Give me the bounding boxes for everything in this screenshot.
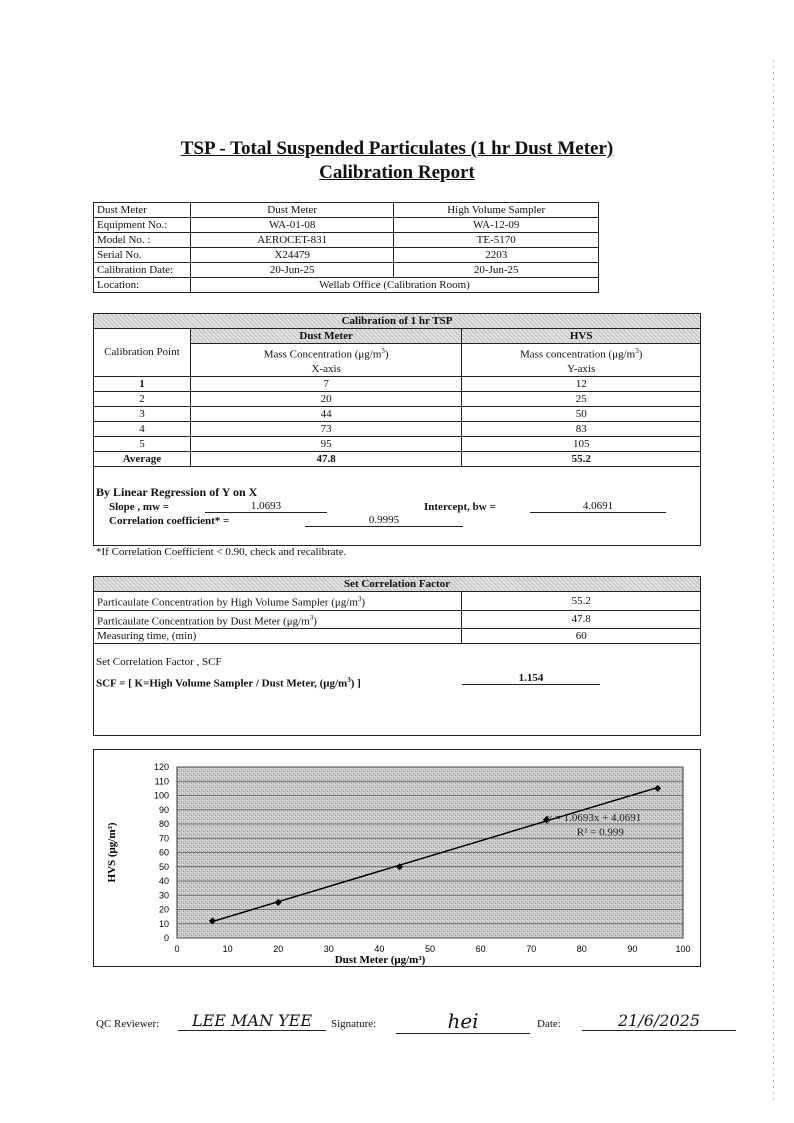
y-tick-label: 110: [154, 776, 169, 787]
location-value: Wellab Office (Calibration Room): [190, 278, 598, 293]
y-tick-label: 0: [163, 933, 169, 943]
hvs-header: HVS: [462, 329, 701, 344]
x-axis-title: Dust Meter (μg/m³): [334, 954, 426, 966]
trendline-equation: y = 1.0693x + 4.0691: [546, 812, 642, 825]
x-tick-label: 60: [475, 944, 486, 954]
equipment-row: [94, 278, 599, 293]
x-tick-label: 20: [273, 944, 284, 954]
y-tick-label: 60: [158, 847, 169, 858]
y-tick-label: 120: [153, 762, 169, 772]
equipment-label: Calibration Date:: [94, 263, 191, 278]
date-label: Date:: [537, 1018, 561, 1030]
signature-value: hei: [396, 1009, 530, 1034]
point-y: 50: [462, 406, 701, 421]
point-x: 20: [190, 391, 462, 406]
average-row: [94, 451, 701, 466]
scf-value: 1.154: [462, 672, 600, 685]
equipment-dust: Dust Meter: [190, 203, 394, 218]
equipment-hvs: High Volume Sampler: [394, 203, 599, 218]
scf-hvs-value: 55.2: [462, 592, 701, 611]
x-axis-label: X-axis: [190, 362, 462, 377]
point-number: 3: [94, 406, 191, 421]
hvs-unit-header: Mass concentration $(\mu g/m^3)$: [462, 344, 701, 362]
calibration-row: [94, 421, 701, 436]
x-tick-label: 100: [675, 944, 691, 954]
point-y: 105: [462, 436, 701, 451]
scf-time-label: Measuring time, (min): [94, 629, 462, 644]
scf-row: [94, 610, 701, 629]
trendline-r2: R² = 0.999: [576, 826, 624, 839]
y-tick-label: 30: [158, 890, 169, 901]
correlation-label: Correlation coefficient* =: [109, 515, 230, 527]
equipment-dust: WA-01-08: [190, 218, 394, 233]
calibration-chart: [93, 749, 701, 967]
y-tick-label: 40: [158, 876, 169, 886]
point-y: 83: [462, 421, 701, 436]
equipment-table: [93, 202, 599, 293]
y-tick-label: 20: [158, 904, 169, 915]
intercept-label: Intercept, bw =: [424, 501, 496, 513]
report-title-line1: TSP - Total Suspended Particulates (1 hr Dust Meter): [180, 138, 614, 159]
dust-meter-header: Dust Meter: [190, 329, 462, 344]
equipment-label: Dust Meter: [94, 203, 191, 218]
equipment-row: [94, 218, 599, 233]
x-tick-label: 80: [576, 944, 587, 954]
scf-row: [94, 592, 701, 611]
scf-row: [94, 629, 701, 644]
scf-table: [93, 576, 701, 644]
y-tick-label: 50: [158, 861, 169, 872]
signature-label: Signature:: [331, 1018, 377, 1030]
equipment-hvs: TE-5170: [394, 233, 599, 248]
x-tick-label: 30: [323, 944, 334, 954]
point-number: 2: [94, 391, 191, 406]
equipment-dust: X24479: [190, 248, 394, 263]
equipment-label: Equipment No.:: [94, 218, 191, 233]
point-x: 95: [190, 436, 462, 451]
scf-hvs-label: Particaulate Concentration by High Volume Sampler $(\mu g/m^3)$: [94, 592, 462, 611]
y-tick-label: 10: [158, 918, 169, 929]
point-x: 73: [190, 421, 462, 436]
calibration-point-header: Calibration Point: [94, 329, 191, 377]
dust-unit-header: Mass Concentration $(\mu g/m^3)$: [190, 344, 462, 362]
y-tick-label: 90: [158, 804, 169, 815]
y-tick-label: 70: [158, 833, 169, 844]
calibration-row: [94, 406, 701, 421]
average-label: Average: [94, 451, 191, 466]
reviewer-name: LEE MAN YEE: [178, 1011, 326, 1031]
equipment-hvs: WA-12-09: [394, 218, 599, 233]
calibration-section-title: Calibration of 1 hr TSP: [94, 314, 701, 329]
equipment-row: [94, 203, 599, 218]
point-number: 4: [94, 421, 191, 436]
regression-title: By Linear Regression of Y on X: [96, 485, 258, 499]
equipment-row: [94, 233, 599, 248]
point-x: 7: [190, 376, 462, 391]
slope-label: Slope , mw =: [109, 501, 170, 513]
x-tick-label: 70: [526, 944, 537, 954]
scf-formula-label: SCF = [ K=High Volume Sampler / Dust Meter, $(\mu g/m^3)$ ]: [96, 676, 361, 690]
equipment-label: Model No. :: [94, 233, 191, 248]
average-y: 55.2: [462, 451, 701, 466]
intercept-value: 4.0691: [530, 500, 666, 513]
scf-factor-label: Set Correlation Factor , SCF: [96, 656, 222, 668]
y-axis-title: HVS (μg/m³): [106, 822, 118, 883]
scf-time-value: 60: [462, 629, 701, 644]
x-tick-label: 10: [222, 944, 233, 954]
equipment-row: [94, 263, 599, 278]
scf-section-title: Set Correlation Factor: [94, 577, 701, 592]
y-tick-label: 100: [153, 790, 169, 801]
calibration-row: [94, 376, 701, 391]
slope-value: 1.0693: [205, 500, 327, 513]
scf-dust-label: Particaulate Concentration by Dust Meter $(\mu g/m^3)$: [94, 610, 462, 629]
point-number: 5: [94, 436, 191, 451]
equipment-dust: AEROCET-831: [190, 233, 394, 248]
date-value: 21/6/2025: [582, 1011, 736, 1031]
equipment-row: [94, 248, 599, 263]
equipment-dust: 20-Jun-25: [190, 263, 394, 278]
location-label: Location:: [94, 278, 191, 293]
calibration-row: [94, 436, 701, 451]
calibration-table: [93, 313, 701, 467]
y-tick-label: 80: [158, 819, 169, 829]
point-y: 25: [462, 391, 701, 406]
equipment-label: Serial No.: [94, 248, 191, 263]
x-tick-label: 50: [424, 944, 436, 954]
scan-edge: [773, 60, 774, 1100]
x-tick-label: 40: [374, 944, 385, 954]
point-y: 12: [462, 376, 701, 391]
scf-dust-value: 47.8: [462, 610, 701, 629]
x-tick-label: 90: [627, 944, 638, 954]
correlation-value: 0.9995: [305, 514, 463, 527]
point-x: 44: [190, 406, 462, 421]
average-x: 47.8: [190, 451, 462, 466]
equipment-hvs: 2203: [394, 248, 599, 263]
footnote: *If Correlation Coefficient < 0.90, check and recalibrate.: [96, 546, 347, 558]
x-tick-label: 0: [174, 944, 180, 954]
calibration-row: [94, 391, 701, 406]
report-title-line2: Calibration Report: [319, 162, 475, 183]
point-number: 1: [94, 376, 191, 391]
reviewer-label: QC Reviewer:: [96, 1018, 160, 1030]
y-axis-label: Y-axis: [462, 362, 701, 377]
equipment-hvs: 20-Jun-25: [394, 263, 599, 278]
